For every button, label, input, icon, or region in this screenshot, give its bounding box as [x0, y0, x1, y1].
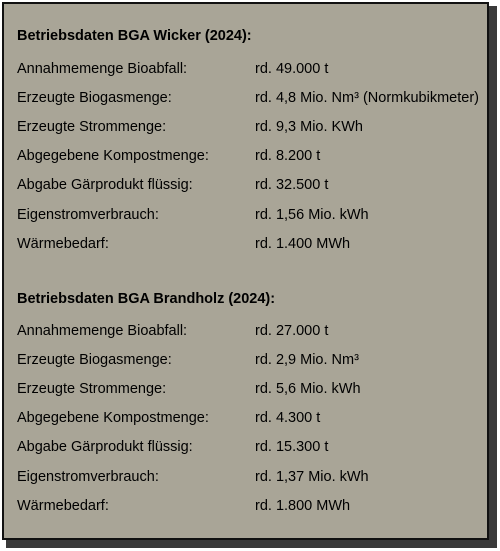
row-value: rd. 49.000 t	[255, 60, 329, 77]
row-value: rd. 9,3 Mio. KWh	[255, 118, 363, 135]
data-row	[17, 462, 483, 491]
data-row	[17, 142, 483, 171]
row-label: Erzeugte Biogasmenge:	[17, 351, 172, 368]
section-title: Betriebsdaten BGA Brandholz (2024):	[17, 291, 276, 307]
row-value: rd. 1.400 MWh	[255, 235, 351, 252]
data-row	[17, 229, 483, 258]
operating-data-box	[2, 2, 489, 540]
row-value: rd. 15.300 t	[255, 439, 329, 456]
section-brandholz	[17, 288, 483, 520]
data-row	[17, 112, 483, 141]
row-label: Eigenstromverbrauch:	[17, 206, 159, 223]
row-label: Erzeugte Strommenge:	[17, 118, 167, 135]
row-value: rd. 5,6 Mio. kWh	[255, 380, 361, 397]
data-row	[17, 200, 483, 229]
data-row	[17, 404, 483, 433]
row-label: Wärmebedarf:	[17, 235, 109, 252]
row-label: Abgabe Gärprodukt flüssig:	[17, 439, 193, 456]
row-value: rd. 4.300 t	[255, 410, 321, 427]
row-value: rd. 8.200 t	[255, 148, 321, 165]
data-row	[17, 316, 483, 345]
data-row	[17, 491, 483, 520]
row-label: Annahmemenge Bioabfall:	[17, 60, 188, 77]
data-row	[17, 54, 483, 83]
section-wicker	[17, 25, 483, 258]
row-value: rd. 1,37 Mio. kWh	[255, 468, 369, 485]
section-title: Betriebsdaten BGA Wicker (2024):	[17, 28, 252, 44]
row-value: rd. 1,56 Mio. kWh	[255, 206, 369, 223]
row-label: Abgabe Gärprodukt flüssig:	[17, 177, 193, 194]
data-row	[17, 345, 483, 374]
row-value: rd. 1.800 MWh	[255, 497, 351, 514]
row-label: Erzeugte Biogasmenge:	[17, 89, 172, 106]
row-label: Erzeugte Strommenge:	[17, 380, 167, 397]
row-value: rd. 27.000 t	[255, 322, 329, 339]
row-label: Eigenstromverbrauch:	[17, 468, 159, 485]
row-value: rd. 2,9 Mio. Nm³	[255, 351, 359, 368]
row-label: Wärmebedarf:	[17, 497, 109, 514]
row-value: rd. 4,8 Mio. Nm³ (Normkubikmeter)	[255, 89, 479, 106]
data-row	[17, 83, 483, 112]
data-row	[17, 433, 483, 462]
row-label: Abgegebene Kompostmenge:	[17, 148, 209, 165]
row-label: Annahmemenge Bioabfall:	[17, 322, 188, 339]
data-row	[17, 374, 483, 403]
data-row	[17, 171, 483, 200]
row-label: Abgegebene Kompostmenge:	[17, 410, 209, 427]
row-value: rd. 32.500 t	[255, 177, 329, 194]
